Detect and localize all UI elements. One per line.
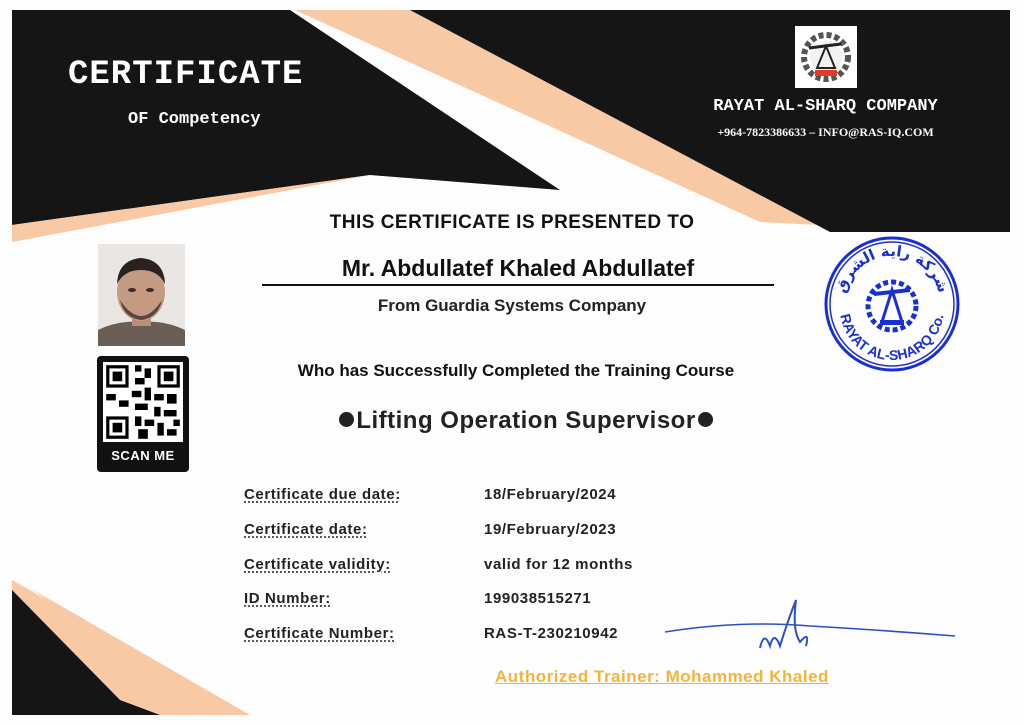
company-stamp-icon [822, 234, 962, 374]
bullet-icon [698, 412, 713, 427]
course-title [250, 407, 802, 435]
trainer-signature [660, 590, 960, 670]
recipient-photo [98, 244, 185, 346]
detail-label: ID Number: [244, 590, 331, 607]
recipient-organization: From Guardia Systems Company [377, 296, 647, 315]
authorized-trainer: Authorized Trainer: Mohammed Khaled [495, 667, 829, 686]
presented-to-heading: THIS CERTIFICATE IS PRESENTED TO [329, 212, 695, 233]
stamp-latin-text: RAYAT AL-SHARQ Co. [837, 312, 947, 364]
certificate-subtitle: OF Competency [128, 110, 261, 129]
certificate-title: CERTIFICATE [68, 56, 304, 94]
detail-value: 18/February/2024 [484, 486, 617, 503]
company-contact: +964-7823386633 – INFO@RAS-IQ.COM [717, 125, 934, 139]
detail-label: Certificate validity: [244, 556, 391, 573]
detail-label: Certificate date: [244, 521, 368, 538]
bullet-icon [339, 412, 354, 427]
qr-code-icon [103, 362, 183, 442]
detail-label: Certificate Number: [244, 625, 395, 642]
svg-text:RAYAT AL-SHARQ Co. [837, 312, 946, 363]
company-logo-icon [795, 26, 857, 88]
qr-scan-label: SCAN ME [111, 448, 175, 463]
recipient-name: Mr. Abdullatef Khaled Abdullatef [262, 255, 774, 286]
detail-label: Certificate due date: [244, 486, 401, 503]
company-name: RAYAT AL-SHARQ COMPANY [713, 97, 938, 116]
detail-value: valid for 12 months [484, 556, 633, 573]
qr-code[interactable] [97, 356, 189, 472]
course-name: Lifting Operation Supervisor [356, 407, 696, 434]
detail-value: RAS-T-230210942 [484, 625, 619, 642]
detail-value: 199038515271 [484, 590, 592, 607]
stamp-arabic-text: شركة راية الشرق [831, 241, 953, 295]
detail-value: 19/February/2023 [484, 521, 617, 538]
completion-statement: Who has Successfully Completed the Training Course [297, 361, 735, 380]
